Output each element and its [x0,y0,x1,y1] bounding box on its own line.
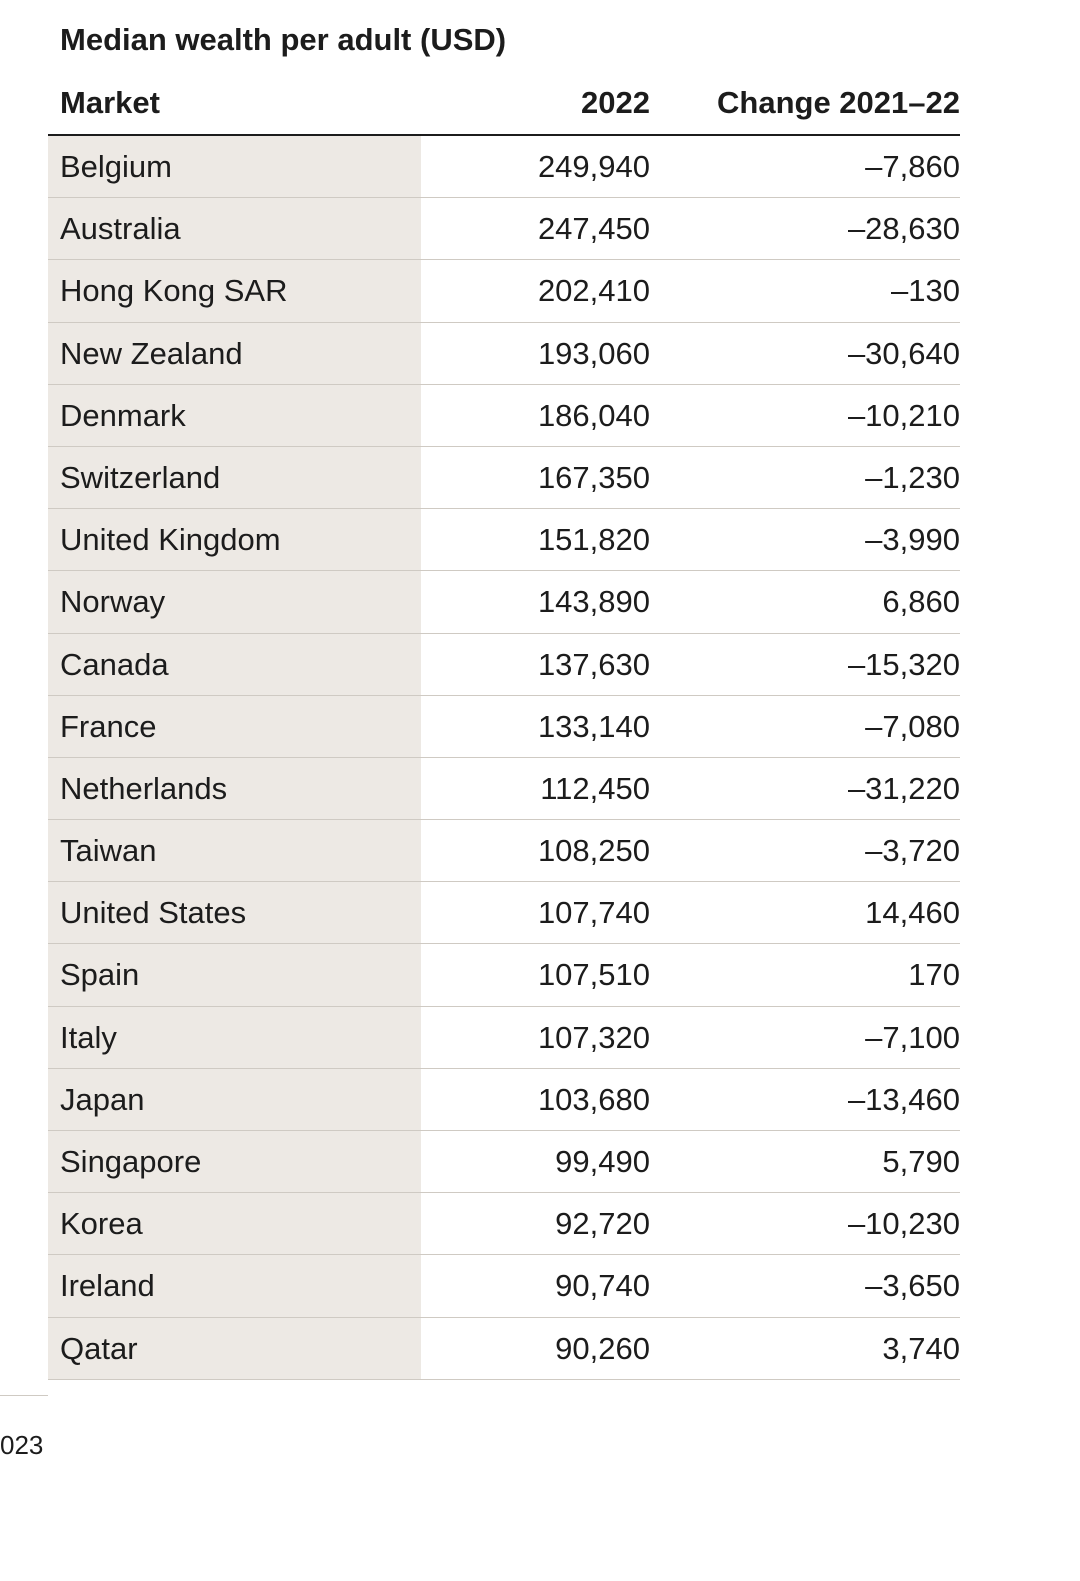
market-cell [48,696,421,757]
market-name: Japan [60,1081,145,1117]
value-2022-cell: 143,890 [537,584,650,620]
value-2022-cell: 167,350 [537,459,650,495]
value-2022-cell: 99,490 [555,1144,650,1179]
market-name: Qatar [60,1330,138,1366]
market-name: Spain [60,957,140,993]
market-cell [48,1193,421,1254]
change-cell: –3,990 [865,522,960,558]
table-row [48,1007,960,1069]
table-title: Median wealth per adult (USD) [60,22,507,57]
left-divider-line [0,1395,48,1396]
table-row [48,1193,960,1255]
table-row [48,447,960,509]
market-name: Belgium [60,149,172,184]
table-row [48,1131,960,1193]
value-2022-cell: 247,450 [537,211,650,247]
change-cell: 170 [908,957,960,993]
footnote: 023 [0,1430,44,1460]
market-name: United States [60,895,247,931]
change-cell: –10,210 [847,397,960,433]
wealth-table [48,80,960,1380]
value-2022-cell: 103,680 [537,1081,650,1117]
market-name: Canada [60,646,169,682]
value-2022-cell: 249,940 [537,149,650,184]
market-name: Italy [60,1019,117,1055]
market-cell [48,1131,421,1192]
market-name: Korea [60,1206,143,1242]
change-cell: –7,080 [865,708,960,744]
market-cell [48,1007,421,1068]
value-2022-cell: 107,320 [537,1019,650,1055]
column-header-change: Change 2021–22 [717,85,960,120]
table-row [48,1318,960,1380]
market-cell [48,198,421,259]
table-row [48,509,960,571]
table-row [48,571,960,633]
market-name: New Zealand [60,335,243,371]
value-2022-cell: 107,510 [537,957,650,993]
table-row [48,198,960,260]
value-2022-cell: 92,720 [555,1206,650,1242]
value-2022-cell: 112,450 [540,770,650,806]
market-cell [48,136,421,197]
market-name: Denmark [60,397,186,433]
table-row [48,696,960,758]
table-row [48,136,960,198]
market-name: France [60,708,157,744]
table-body [48,136,960,1380]
change-cell: –13,460 [847,1081,960,1117]
change-cell: –1,230 [865,459,960,495]
value-2022-cell: 186,040 [537,397,650,433]
value-2022-cell: 137,630 [537,646,650,682]
table-row [48,634,960,696]
market-cell [48,1069,421,1130]
market-name: Taiwan [60,833,157,869]
table-row [48,260,960,322]
market-name: Switzerland [60,459,221,495]
change-cell: 3,740 [882,1330,960,1366]
table-row [48,1069,960,1131]
change-cell: –130 [891,273,960,309]
value-2022-cell: 108,250 [537,833,650,869]
value-2022-cell: 133,140 [537,708,650,744]
market-cell [48,758,421,819]
change-cell: –7,100 [865,1019,960,1055]
market-cell [48,1255,421,1316]
value-2022-cell: 107,740 [537,895,650,931]
table-row [48,882,960,944]
value-2022-cell: 193,060 [537,335,650,371]
change-cell: –7,860 [865,149,960,184]
market-cell [48,571,421,632]
market-cell [48,634,421,695]
market-cell [48,509,421,570]
table-row [48,944,960,1006]
market-name: United Kingdom [60,522,281,558]
market-name: Ireland [60,1268,155,1304]
market-cell [48,820,421,881]
column-header-2022: 2022 [581,85,650,120]
change-cell: –15,320 [847,646,960,682]
value-2022-cell: 90,740 [555,1268,650,1304]
market-name: Hong Kong SAR [60,273,288,309]
market-name: Australia [60,211,181,247]
table-header-row [48,80,960,136]
market-cell [48,385,421,446]
table-row [48,1255,960,1317]
change-cell: 6,860 [882,584,960,620]
table-row [48,820,960,882]
change-cell: 14,460 [865,895,960,931]
change-cell: –3,650 [865,1268,960,1304]
market-name: Singapore [60,1144,202,1179]
table-row [48,385,960,447]
value-2022-cell: 90,260 [555,1330,650,1366]
change-cell: –28,630 [847,211,960,247]
change-cell: –10,230 [847,1206,960,1242]
change-cell: –31,220 [847,770,960,806]
market-cell [48,1318,421,1379]
change-cell: –3,720 [865,833,960,869]
market-name: Netherlands [60,770,228,806]
column-header-market: Market [60,85,160,120]
market-cell [48,447,421,508]
value-2022-cell: 151,820 [537,522,650,558]
change-cell: –30,640 [847,335,960,371]
change-cell: 5,790 [882,1144,960,1179]
table-row [48,758,960,820]
market-name: Norway [60,584,166,620]
market-cell [48,882,421,943]
market-cell [48,260,421,321]
market-cell [48,944,421,1005]
market-cell [48,323,421,384]
value-2022-cell: 202,410 [537,273,650,309]
table-row [48,323,960,385]
